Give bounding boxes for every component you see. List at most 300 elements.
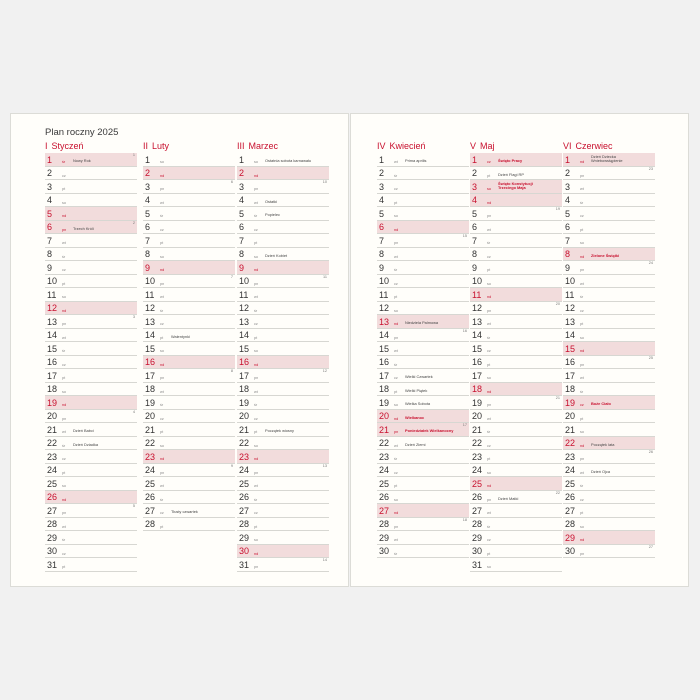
weekday-abbr: wt (394, 254, 398, 259)
day-number: 3 (379, 181, 385, 192)
event-label: Początek lata (591, 441, 615, 447)
day-number: 12 (239, 303, 250, 313)
weekday-abbr: pt (62, 187, 66, 191)
week-number: 7 (230, 274, 233, 279)
day-number: 20 (239, 411, 250, 421)
day-row (237, 261, 329, 275)
weekday-abbr: cz (160, 227, 164, 232)
day-number: 11 (145, 289, 155, 300)
weekday-abbr: pn (580, 362, 585, 367)
day-row (563, 329, 655, 343)
weekday-abbr: pn (254, 281, 259, 286)
weekday-abbr: nd (580, 160, 585, 164)
week-number: 18 (462, 517, 467, 522)
day-number: 15 (472, 343, 483, 354)
day-row (143, 167, 235, 181)
weekday-abbr: so (62, 484, 67, 488)
day-number: 29 (47, 532, 58, 543)
day-number: 1 (47, 154, 53, 165)
day-row (563, 234, 655, 248)
day-number: 12 (379, 303, 390, 313)
weekday-abbr: śr (62, 443, 66, 448)
day-row (143, 194, 235, 208)
day-number: 7 (565, 235, 571, 246)
day-number: 14 (239, 330, 250, 340)
weekday-abbr: cz (580, 497, 584, 502)
day-number: 1 (145, 154, 151, 165)
weekday-abbr: cz (62, 268, 66, 272)
day-number: 4 (145, 195, 151, 205)
day-number: 5 (565, 208, 571, 219)
day-row (377, 329, 469, 343)
day-number: 14 (565, 330, 576, 340)
day-row (377, 369, 469, 383)
week-number: 13 (322, 463, 327, 468)
day-row (563, 261, 655, 275)
day-row (237, 248, 329, 262)
day-number: 9 (565, 262, 571, 273)
weekday-abbr: cz (487, 538, 491, 542)
weekday-abbr: cz (160, 322, 164, 326)
day-number: 25 (565, 478, 576, 489)
weekday-abbr: cz (394, 470, 398, 475)
weekday-abbr: cz (580, 214, 584, 218)
day-number: 18 (145, 384, 156, 394)
event-label: Wielka Sobota (405, 401, 431, 407)
weekday-abbr: wt (394, 160, 398, 164)
day-row (563, 423, 655, 437)
day-row (143, 234, 235, 248)
day-row (377, 518, 469, 532)
day-number: 2 (239, 168, 245, 178)
day-number: 19 (565, 397, 576, 408)
weekday-abbr: pt (580, 416, 584, 421)
day-number: 22 (239, 438, 250, 448)
month-roman-numeral: VI (563, 141, 572, 151)
weekday-abbr: pt (487, 173, 491, 178)
week-number: 14 (322, 558, 327, 562)
day-number: 24 (565, 465, 576, 475)
day-row (237, 207, 329, 221)
day-row (45, 234, 137, 248)
day-number: 6 (565, 222, 571, 232)
weekday-abbr: pt (254, 524, 258, 529)
day-row (45, 450, 137, 464)
week-number: 9 (230, 463, 233, 468)
weekday-abbr: pt (62, 565, 66, 569)
day-number: 5 (472, 208, 478, 219)
event-label: Dzień Ziemi (405, 441, 426, 447)
day-row (237, 383, 329, 397)
week-number: 11 (323, 274, 327, 279)
day-number: 21 (239, 424, 250, 435)
day-number: 15 (145, 343, 156, 354)
weekday-abbr: pt (160, 430, 164, 434)
weekday-abbr: nd (394, 227, 399, 232)
month-roman-numeral: IV (377, 141, 386, 151)
weekday-abbr: cz (160, 416, 164, 421)
weekday-abbr: wt (160, 200, 164, 205)
week-number: 5 (132, 504, 135, 508)
weekday-abbr: pt (580, 511, 584, 515)
day-row (143, 207, 235, 221)
weekday-abbr: so (487, 281, 492, 286)
day-row (377, 315, 469, 329)
weekday-abbr: pt (394, 295, 398, 299)
weekday-abbr: śr (62, 538, 66, 542)
day-row (45, 167, 137, 181)
day-row (470, 410, 562, 424)
day-row (563, 545, 655, 559)
weekday-abbr: nd (62, 308, 67, 313)
day-number: 15 (239, 343, 250, 354)
day-number: 14 (47, 330, 58, 340)
day-row (143, 518, 235, 532)
weekday-abbr: so (394, 308, 399, 313)
day-number: 2 (145, 168, 151, 178)
month-header (237, 141, 329, 153)
day-row (470, 261, 562, 275)
day-row (237, 518, 329, 532)
day-row (45, 356, 137, 370)
day-number: 1 (379, 154, 385, 165)
day-number: 16 (379, 357, 390, 367)
day-row (563, 450, 655, 464)
day-number: 27 (47, 505, 58, 516)
weekday-abbr: nd (160, 457, 165, 461)
weekday-abbr: wt (254, 295, 258, 299)
month-name: Marzec (248, 141, 279, 151)
weekday-abbr: pn (160, 187, 165, 191)
weekday-abbr: pt (487, 362, 491, 367)
day-number: 18 (472, 384, 483, 394)
calendar-page-right (350, 113, 689, 587)
day-row (377, 464, 469, 478)
day-number: 22 (145, 438, 156, 448)
day-number: 13 (379, 316, 390, 327)
day-number: 31 (472, 559, 483, 570)
day-number: 14 (145, 330, 156, 340)
day-number: 6 (145, 222, 151, 232)
day-row (470, 167, 562, 181)
day-number: 20 (565, 411, 576, 421)
weekday-abbr: so (62, 389, 67, 394)
weekday-abbr: nd (160, 362, 165, 367)
week-number: 20 (555, 301, 560, 306)
weekday-abbr: śr (487, 524, 491, 529)
day-row (237, 329, 329, 343)
event-label: Dzień Dziadka (73, 441, 99, 447)
week-number: 19 (555, 207, 560, 211)
day-row (563, 410, 655, 424)
weekday-abbr: wt (62, 430, 66, 434)
day-row (563, 167, 655, 181)
day-number: 30 (379, 546, 390, 556)
day-row (45, 315, 137, 329)
month-name: Czerwiec (575, 141, 613, 151)
day-row (377, 194, 469, 208)
day-row (377, 248, 469, 262)
day-row (470, 383, 562, 397)
month-roman-numeral: III (237, 141, 245, 151)
weekday-abbr: cz (254, 322, 258, 326)
day-row (377, 477, 469, 491)
week-number: 24 (648, 261, 653, 265)
day-row (377, 396, 469, 410)
day-number: 27 (472, 505, 483, 516)
day-number: 19 (145, 397, 156, 408)
weekday-abbr: cz (254, 227, 258, 232)
day-row (45, 464, 137, 478)
month-name: Maj (480, 141, 495, 151)
weekday-abbr: pn (487, 308, 492, 313)
weekday-abbr: so (254, 349, 259, 353)
day-row (377, 383, 469, 397)
weekday-abbr: so (394, 403, 399, 407)
day-number: 5 (47, 208, 53, 219)
day-row (563, 531, 655, 545)
day-number: 8 (239, 249, 245, 259)
day-number: 21 (565, 424, 576, 435)
day-row (237, 450, 329, 464)
weekday-abbr: nd (254, 551, 259, 556)
day-row (377, 275, 469, 289)
day-number: 7 (239, 235, 245, 246)
day-number: 26 (379, 492, 390, 502)
day-row (563, 207, 655, 221)
day-number: 27 (379, 505, 390, 516)
day-row (563, 221, 655, 235)
day-number: 4 (565, 195, 571, 205)
day-number: 26 (145, 492, 156, 502)
week-number: 10 (322, 180, 327, 184)
day-number: 7 (145, 235, 151, 246)
day-row (470, 302, 562, 316)
day-row (470, 369, 562, 383)
event-label: Ostatnia sobota karnawału (265, 158, 312, 164)
day-row (143, 342, 235, 356)
day-row (237, 288, 329, 302)
day-number: 16 (239, 357, 250, 367)
day-number: 26 (239, 492, 250, 502)
day-row (377, 342, 469, 356)
day-number: 19 (239, 397, 250, 408)
weekday-abbr: pn (394, 335, 399, 340)
month-column-march (237, 141, 329, 572)
day-number: 31 (239, 559, 250, 570)
weekday-abbr: pn (62, 416, 67, 421)
weekday-abbr: so (254, 538, 259, 542)
weekday-abbr: pt (254, 241, 258, 245)
day-number: 5 (239, 208, 245, 219)
weekday-abbr: pn (487, 403, 492, 407)
weekday-abbr: cz (487, 443, 491, 448)
day-row (143, 410, 235, 424)
day-row (45, 194, 137, 208)
day-row (143, 221, 235, 235)
weekday-abbr: pt (62, 470, 66, 475)
day-row (237, 491, 329, 505)
weekday-abbr: śr (580, 389, 584, 394)
day-row (143, 504, 235, 518)
day-row (143, 153, 235, 167)
event-label: Prima aprilis (405, 158, 427, 164)
day-number: 23 (239, 451, 250, 462)
day-number: 1 (565, 154, 571, 165)
day-number: 17 (47, 370, 58, 381)
day-number: 10 (565, 276, 576, 286)
event-label: Dzień Flagi RP (498, 171, 524, 177)
day-row (470, 207, 562, 221)
weekday-abbr: nd (394, 416, 399, 421)
day-row (45, 518, 137, 532)
day-row (143, 275, 235, 289)
day-row (470, 545, 562, 559)
day-number: 9 (379, 262, 385, 273)
weekday-abbr: śr (580, 295, 584, 299)
day-row (563, 437, 655, 451)
day-row (470, 423, 562, 437)
weekday-abbr: pn (487, 497, 492, 502)
weekday-abbr: pn (62, 511, 67, 515)
weekday-abbr: wt (62, 524, 66, 529)
weekday-abbr: pn (394, 241, 399, 245)
weekday-abbr: pt (487, 551, 491, 556)
weekday-abbr: cz (580, 403, 584, 407)
day-row (563, 275, 655, 289)
day-row (143, 396, 235, 410)
day-row (45, 329, 137, 343)
day-row (470, 275, 562, 289)
day-row (470, 288, 562, 302)
weekday-abbr: cz (62, 173, 66, 178)
day-row (377, 531, 469, 545)
day-row (377, 302, 469, 316)
event-label: Poniedziałek Wielkanocny (405, 428, 454, 434)
weekday-abbr: pn (580, 551, 585, 556)
weekday-abbr: so (394, 214, 399, 218)
weekday-abbr: nd (254, 362, 259, 367)
day-number: 16 (47, 357, 58, 367)
day-row (377, 221, 469, 235)
day-number: 25 (472, 478, 483, 489)
day-row (563, 302, 655, 316)
event-label: Wielki Czwartek (405, 374, 433, 380)
weekday-abbr: pt (160, 335, 164, 340)
day-row (377, 450, 469, 464)
day-row (45, 504, 137, 518)
day-row (143, 491, 235, 505)
day-row (45, 410, 137, 424)
day-row (45, 248, 137, 262)
day-number: 28 (47, 519, 58, 529)
weekday-abbr: so (580, 430, 585, 434)
day-number: 20 (145, 411, 156, 421)
month-header (377, 141, 469, 153)
day-row (470, 491, 562, 505)
weekday-abbr: nd (254, 173, 259, 178)
month-roman-numeral: II (143, 141, 149, 151)
month-header (470, 141, 562, 153)
month-name: Luty (152, 141, 170, 151)
event-label: Nowy Rok (73, 158, 91, 164)
day-number: 20 (379, 411, 390, 421)
weekday-abbr: pt (394, 484, 398, 488)
week-number: 26 (648, 450, 653, 454)
day-row (470, 437, 562, 451)
day-number: 29 (565, 532, 576, 543)
day-number: 28 (565, 519, 576, 529)
day-number: 17 (379, 370, 390, 381)
weekday-abbr: wt (487, 511, 491, 515)
weekday-abbr: cz (487, 254, 491, 259)
weekday-abbr: wt (62, 335, 66, 340)
day-row (143, 383, 235, 397)
weekday-abbr: śr (160, 403, 164, 407)
weekday-abbr: pt (254, 335, 258, 340)
weekday-abbr: nd (580, 538, 585, 542)
day-row (563, 396, 655, 410)
day-number: 6 (472, 222, 478, 232)
week-number: 25 (648, 355, 653, 360)
day-row (470, 342, 562, 356)
day-row (45, 207, 137, 221)
weekday-abbr: pn (160, 470, 165, 475)
day-number: 22 (47, 438, 58, 448)
day-row (45, 369, 137, 383)
day-number: 1 (472, 154, 478, 165)
day-row (237, 221, 329, 235)
day-number: 11 (472, 289, 482, 300)
day-row (563, 180, 655, 194)
day-number: 20 (47, 411, 58, 421)
weekday-abbr: wt (580, 376, 584, 380)
day-number: 8 (472, 249, 478, 259)
day-number: 29 (472, 532, 483, 543)
day-number: 29 (379, 532, 390, 543)
weekday-abbr: cz (394, 187, 398, 191)
day-row (237, 369, 329, 383)
day-number: 3 (472, 181, 478, 192)
day-number: 13 (565, 316, 576, 327)
weekday-abbr: śr (394, 551, 398, 556)
weekday-abbr: so (160, 349, 165, 353)
weekday-abbr: śr (254, 403, 258, 407)
weekday-abbr: pt (580, 227, 584, 232)
weekday-abbr: śr (254, 308, 258, 313)
weekday-abbr: so (487, 187, 492, 191)
day-number: 3 (239, 181, 245, 192)
day-row (237, 531, 329, 545)
weekday-abbr: so (160, 160, 165, 164)
day-row (563, 477, 655, 491)
day-number: 4 (47, 195, 53, 205)
day-row (377, 437, 469, 451)
event-label: Święto Konstytucji Trzeciego Maja (498, 181, 533, 191)
weekday-abbr: wt (487, 416, 491, 421)
day-number: 15 (379, 343, 390, 354)
day-row (470, 396, 562, 410)
day-row (563, 315, 655, 329)
day-row (45, 275, 137, 289)
day-row (143, 423, 235, 437)
day-number: 11 (379, 289, 389, 300)
day-row (470, 329, 562, 343)
weekday-abbr: śr (487, 430, 491, 434)
weekday-abbr: śr (394, 362, 398, 367)
week-number: 21 (555, 396, 560, 400)
day-row (470, 315, 562, 329)
